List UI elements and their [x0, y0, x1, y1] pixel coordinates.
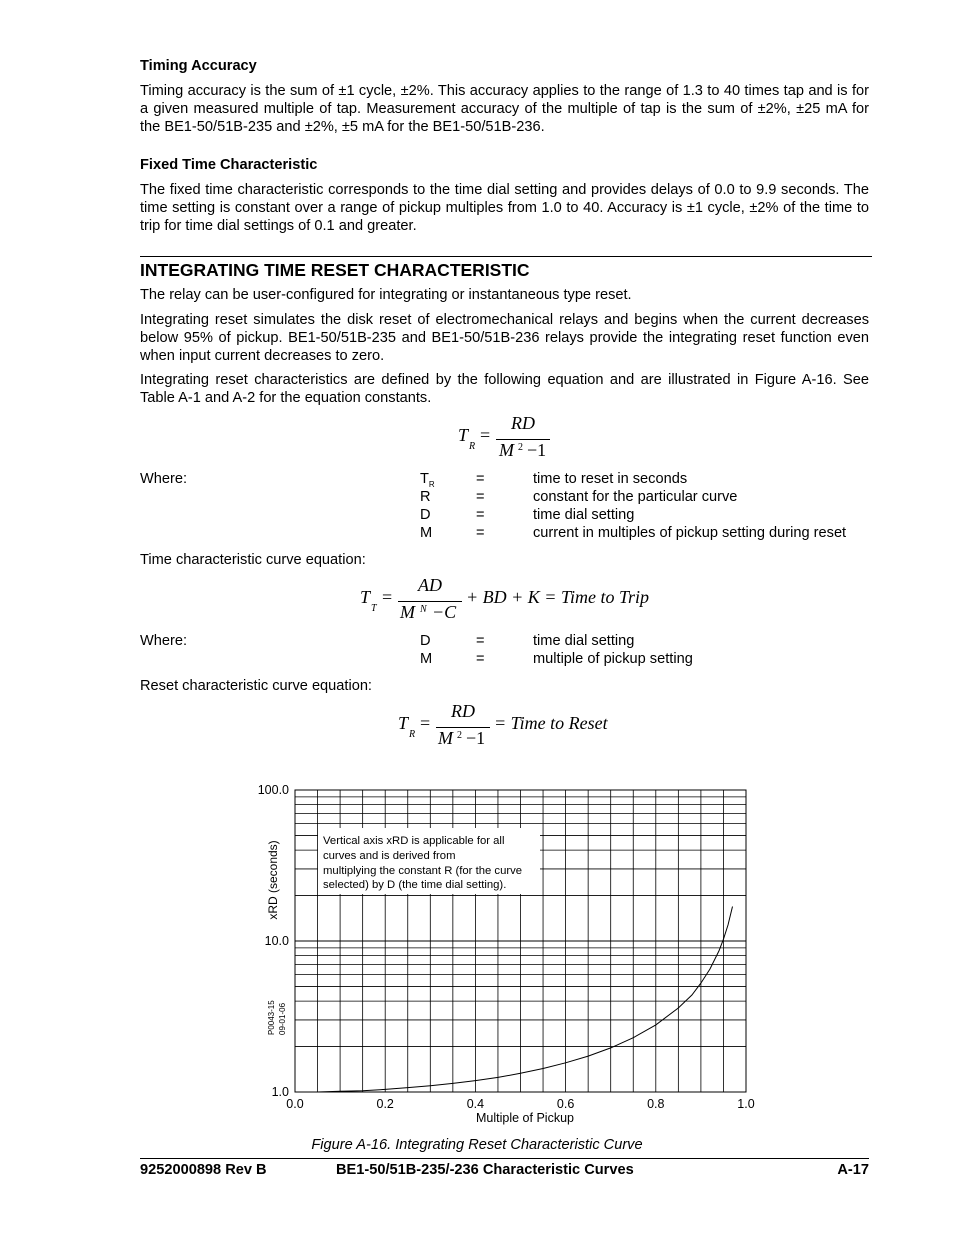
y-axis-label: xRD (seconds)	[266, 840, 280, 920]
x-tick-label: 0.6	[556, 1097, 575, 1111]
drawing-id: P0043-15	[267, 1000, 276, 1035]
annotation-line-1: Vertical axis xRD is applicable for all	[323, 835, 505, 847]
paragraph-fixed-time: The fixed time characteristic corresponds to the time dial setting and provides delays of 0.0 to 9.9 seconds. The time setting is constant over a range of pickup multiples from 1.0 to 40. Accuracy is ±1 cycle, ±2% of the time to trip for time dial settings of 0.1 and greater.	[140, 182, 869, 234]
y-tick-label: 10.0	[264, 934, 289, 948]
figure-caption: Figure A-16. Integrating Reset Characteristic Curve	[311, 1137, 643, 1153]
y-tick-label: 100.0	[257, 783, 289, 797]
x-tick-label: 0.2	[376, 1097, 394, 1111]
where1-eq-3: =	[476, 525, 485, 541]
paragraph-equation-reference: Integrating reset characteristics are defined by the following equation and are illustrated in Figure A-16. See Table A-1 and A-2 for the equation constants.	[140, 372, 869, 406]
where2-sym-1: M	[420, 651, 433, 667]
heading-timing-accuracy: Timing Accuracy	[140, 58, 257, 74]
annotation-line-3: multiplying the constant R (for the curve	[323, 865, 523, 877]
x-axis-label: Multiple of Pickup	[476, 1111, 574, 1125]
x-tick-label: 0.4	[466, 1097, 485, 1111]
drawing-date: 09-01-06	[278, 1002, 287, 1035]
y-tick-label: 1.0	[271, 1085, 289, 1099]
footer-title: BE1-50/51B-235/-236 Characteristic Curves	[336, 1162, 634, 1178]
integrating-reset-chart	[240, 770, 780, 1130]
reset-curve-line	[295, 907, 733, 1093]
where1-desc-3: current in multiples of pickup setting during reset	[533, 525, 847, 541]
where2-desc-1: multiple of pickup setting	[533, 651, 693, 667]
equation-time-to-trip: T T = AD M N −C + BD + K = Time to Trip	[360, 575, 649, 622]
annotation-line-2: curves and is derived from	[323, 850, 456, 862]
heading-fixed-time: Fixed Time Characteristic	[140, 157, 318, 173]
page-footer	[140, 1158, 869, 1178]
x-tick-label: 0.0	[286, 1097, 304, 1111]
equation-reset-time: T R = RD M 2 −1	[458, 412, 578, 462]
time-curve-label: Time characteristic curve equation:	[140, 552, 366, 568]
where1-row-0: $T_R$	[420, 471, 435, 489]
where1-desc-1: constant for the particular curve	[533, 489, 738, 505]
where2-sym-0: D	[420, 633, 431, 649]
where-label-1: Where:	[140, 471, 188, 487]
annotation-line-4: selected) by D (the time dial setting).	[323, 879, 507, 891]
where1-sym-2: D	[420, 507, 431, 523]
footer-page-number: A-17	[837, 1162, 869, 1178]
where1-desc-0: time to reset in seconds	[533, 471, 688, 487]
paragraph-intro: The relay can be user-configured for integrating or instantaneous type reset.	[140, 287, 632, 303]
x-tick-label: 0.8	[647, 1097, 665, 1111]
where1-eq-1: =	[476, 489, 485, 505]
where2-desc-0: time dial setting	[533, 633, 635, 649]
equation-time-to-reset: T R = RD M 2 −1 = Time to Reset	[398, 701, 608, 748]
x-tick-label: 1.0	[737, 1097, 755, 1111]
where-label-2: Where:	[140, 633, 188, 649]
section-rule	[140, 256, 872, 257]
where1-desc-2: time dial setting	[533, 507, 635, 523]
where1-eq-2: =	[476, 507, 485, 523]
heading-integrating-reset: INTEGRATING TIME RESET CHARACTERISTIC	[140, 260, 530, 280]
where1-sym-3: M	[420, 525, 433, 541]
where1-sym-1: R	[420, 489, 431, 505]
footer-doc-number: 9252000898 Rev B	[140, 1162, 267, 1178]
paragraph-integrating-description: Integrating reset simulates the disk reset of electromechanical relays and begins when the current decreases below 95% of pickup. BE1-50/51B-235 and BE1-50/51B-236 relays provide the integrating reset function even when input current decreases to zero.	[140, 312, 869, 364]
paragraph-timing-accuracy: Timing accuracy is the sum of ±1 cycle, ±2%. This accuracy applies to the range of 1.3 to 40 times tap and is for a given measured multiple of tap. Measurement accuracy of the multiple of tap is the sum of ±2%, ±25 mA for the BE1-50/51B-235 and ±2%, ±5 mA for the BE1-50/51B-236.	[140, 83, 869, 135]
reset-curve-label: Reset characteristic curve equation:	[140, 678, 372, 694]
where1-eq-0: =	[476, 471, 485, 487]
where2-eq-0: =	[476, 633, 485, 649]
where2-eq-1: =	[476, 651, 485, 667]
